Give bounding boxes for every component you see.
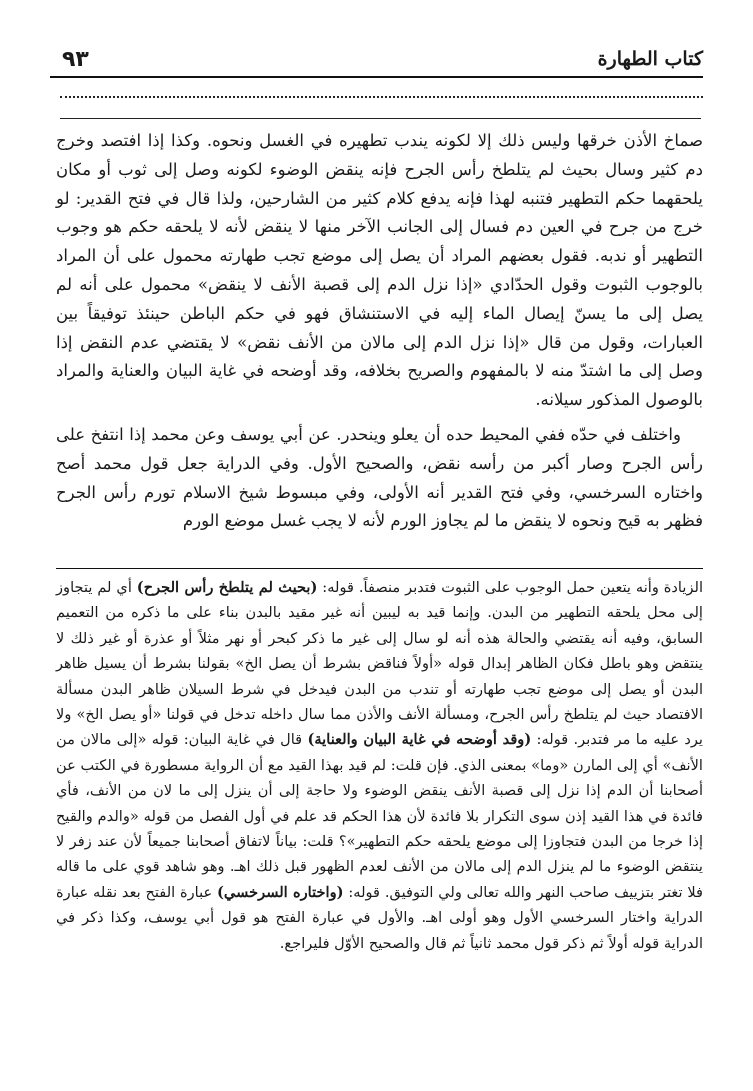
footnote-rule [56, 568, 703, 569]
footnote-part-1: الزيادة وأنه يتعين حمل الوجوب على الثبوت فتدبر منصفاً. قوله: [317, 579, 703, 596]
header-rule [50, 76, 703, 78]
footnote-part-2: أي لم يتجاوز إلى محل يلحقه التطهير من البدن. وإنما قيد به ليبين أنه غير مقيد بالبدن بناء على ما ذكره من التعميم السابق، وفيه أنه يقتضي والحالة هذه أنه لو سال إلى غير ما ذكر كبحر أو نهر مثلاً أو عذرة أو غير ذلك لا ينتقض وهو باطل فكان الظاهر إبدال قوله «أولاً فناقض بشرط أن يصل الخ» بقولنا بشرط أن يسيل ظاهر البدن أو يصل إلى موضع تجب طهارته أو تندب من البدن فيدخل في شرط السيلان ظاهر البدن مسألة الافتصاد حيث لم يتلطخ رأس الجرح، ومسألة الأنف والأذن مما سال داخله تدخل في قولنا «أو يصل الخ» ولا يرد عليه ما مر فتدبر. قوله: [56, 579, 703, 749]
footnote-quote-1: (بحيث لم يتلطخ رأس الجرح) [136, 579, 318, 596]
page-number: ٩٣ [62, 46, 89, 72]
footnotes [56, 575, 703, 956]
page-header [62, 44, 703, 74]
main-text [56, 127, 703, 536]
footnote-text [56, 575, 703, 956]
main-paragraph-2: واختلف في حدّه ففي المحيط حده أن يعلو وينحدر. عن أبي يوسف وعن محمد إذا انتفخ على رأس الجرح وصار أكبر من رأسه نقض، والصحيح الأول. وفي الدراية جعل قول محمد أصح واختاره السرخسي، وفي فتح القدير أنه الأولى، وفي مبسوط شيخ الاسلام تورم رأس الجرح فظهر به قيح ونحوه لا ينقض ما لم يجاوز الورم لأنه لا يجب غسل موضع الورم [56, 424, 703, 531]
section-rule [60, 118, 701, 119]
footnote-part-3: قال في غاية البيان: قوله «إلى مالان من الأنف» أي إلى المارن «وما» بمعنى الذي. فإن قلت: لم قيد بهذا القيد مع أن الرواية مسطورة في الكتب عن أصحابنا أن الدم إذا نزل إلى قصبة الأنف ينقض الوضوء ولا حاجة إلى أن ينزل إلى ما لان من الأنف، فأي فائدة في هذا القيد إذن سوى التكرار بلا فائدة لأن هذا الحكم قد علم في أول الفصل من قوله «والدم والقيح إذا خرجا من البدن فتجاوزا إلى موضع يلحقه حكم التطهير»؟ قلت: بياناً لاتفاق أصحابنا جميعاً لأن عند زفر لا ينتقض الوضوء ما لم ينزل الدم إلى مالان من الأنف لعدم الظهور قبل ذلك اهـ. وهو شاهد قوي على ما قاله فلا تغتر بتزييف صاحب النهر والله تعالى ولي التوفيق. قوله: [56, 731, 703, 901]
footnote-quote-2: (وقد أوضحه في غاية البيان والعناية) [307, 731, 532, 749]
footnote-quote-3: (واختاره السرخسي) [217, 883, 344, 901]
footnote-part-4: عبارة الفتح بعد نقله عبارة الدراية واختار السرخسي الأول وهو أولى اهـ. والأول في عبارة الفتح هو قول أبي يوسف، وكذا ذكر في الدراية قوله أولاً ثم ذكر قول محمد ثانياً ثم قال والصحيح الأوّل فليراجع. [56, 883, 703, 952]
main-paragraph-1: صماخ الأذن خرقها وليس ذلك إلا لكونه يندب تطهيره في الغسل ونحوه. وكذا إذا افتصد وخرج دم كثير وسال بحيث لم يتلطخ رأس الجرح فإنه ينقض الوضوء لكونه وصل إلى ثوب أو مكان يلحقهما حكم التطهير فتنبه لهذا فإنه يدفع كلام كثير من الشارحين، ولذا قال في فتح القدير: لو خرج من جرح في العين دم فسال إلى الجانب الآخر منها لا ينقض لأنه لا يلحقه حكم هو وجوب التطهير أو ندبه. فقول بعضهم المراد أن يصل إلى موضع تجب طهارته محمول على أن المراد بالوجوب الثبوت وقول الحدّادي «إذا نزل الدم إلى قصبة الأنف لا ينقض» محمول على أنه لم يصل إلى ما يسنّ إيصال الماء إليه في الاستنشاق فهو في حكم الباطن حينئذ توفيقاً بين العبارات، وقول من قال «إذا نزل الدم إلى مالان من الأنف نقض» لا يقتضي عدم النقض إذا وصل إلى ما اشتدّ منه لا بالمفهوم والصريح بخلافه، وقد أوضحه في غاية البيان والعناية والمراد بالوصول المذكور سيلانه. [56, 131, 703, 410]
dotted-separator [60, 96, 703, 98]
book-title: كتاب الطهارة [597, 48, 703, 70]
